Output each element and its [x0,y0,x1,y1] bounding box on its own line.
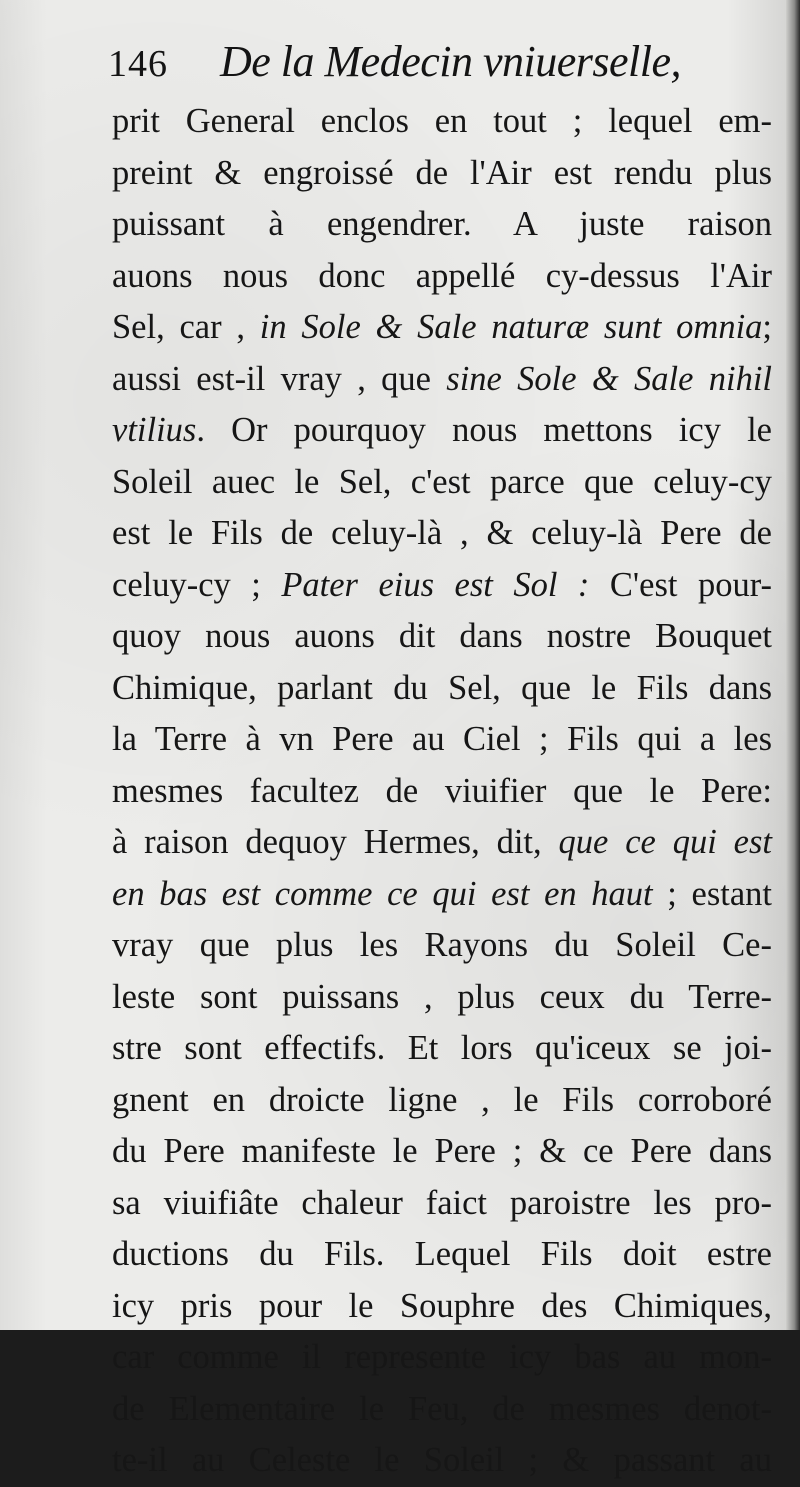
text-line [112,817,772,869]
text-line [112,560,772,612]
text-line [112,148,772,200]
text-segment: gnent en droicte ligne , le Fils corroboré [112,1080,772,1119]
text-segment: ductions du Fils. Lequel Fils doit estre [112,1235,772,1273]
text-line [112,457,772,509]
text-segment: Soleil auec le Sel, c'est parce que celuy-cy [112,462,772,501]
text-segment: icy pris pour le Souphre des Chimiques, [112,1286,772,1325]
text-segment: du Pere manifeste le Pere ; & ce Pere dans [112,1132,772,1170]
page-edge [786,0,800,1330]
text-line [112,1229,772,1281]
text-segment: mesmes facultez de viuifier que le Pere: [112,771,772,810]
text-line [112,663,772,715]
text-segment: preint & engroissé de l'Air est rendu plus [112,153,772,192]
text-line [112,199,772,251]
text-segment: auons nous donc appellé cy-dessus l'Air [112,256,772,295]
text-segment: la Terre à vn Pere au Ciel ; Fils qui a les [112,720,772,758]
text-line [112,714,772,766]
latin-quote: in Sole & Sale naturæ sunt omnia [259,308,763,346]
text-segment: leste sont puissans , plus ceux du Terre- [112,977,772,1016]
text-line [112,251,772,303]
text-line [112,972,772,1024]
text-segment: ; [762,308,773,346]
text-segment: celuy-cy ; [112,565,282,604]
text-line [112,869,772,921]
text-line [112,1023,772,1075]
latin-quote: vtilius [112,411,197,449]
text-segment: aussi est-il vray , que [112,359,447,398]
page-header [108,36,768,98]
text-line [112,1281,772,1333]
text-segment: te-il au Celeste le Soleil ; & passant au [112,1441,772,1479]
text-segment: puissant à engendrer. A juste raison [112,205,772,243]
text-segment: . Or pourquoy nous mettons icy le [196,411,772,449]
running-title: De la Medecin vniuerselle, [220,37,682,86]
text-segment: Chimique, parlant du Sel, que le Fils dans [112,668,772,707]
text-segment: car comme il represente icy bas au mon- [112,1338,772,1376]
text-segment: quoy nous auons dit dans nostre Bouquet [112,617,772,655]
text-line [112,96,772,148]
text-segment: prit General enclos en tout ; lequel em- [112,102,772,140]
text-line [112,920,772,972]
text-segment: stre sont effectifs. Et lors qu'iceux se joi- [112,1029,772,1067]
text-line [112,1178,772,1230]
latin-quote: sine Sole & Sale nihil [446,359,772,398]
text-line [112,354,772,406]
text-line [112,1435,772,1487]
text-line [112,1332,772,1384]
body-text [112,96,772,1487]
text-line [112,611,772,663]
latin-quote: en bas est comme ce qui est en haut [112,874,653,913]
text-segment: sa viuifiâte chaleur faict paroistre les pro- [112,1183,772,1222]
text-line [112,1126,772,1178]
text-line [112,508,772,560]
text-segment: est le Fils de celuy-là , & celuy-là Pere de [112,514,772,552]
latin-quote: Pater eius est Sol : [281,565,590,604]
text-line [112,405,772,457]
text-segment: C'est pour- [589,565,772,604]
text-line [112,766,772,818]
text-segment: de Elementaire le Feu, de mesmes denot- [112,1389,772,1428]
text-segment: Sel, car , [112,308,260,346]
text-line [112,1075,772,1127]
page-number: 146 [108,43,168,85]
text-line [112,1384,772,1436]
text-segment: vray que plus les Rayons du Soleil Ce- [112,926,772,964]
text-segment: ; estant [652,874,772,913]
text-segment: à raison dequoy Hermes, dit, [112,823,559,861]
text-line [112,302,772,354]
latin-quote: que ce qui est [558,823,772,861]
